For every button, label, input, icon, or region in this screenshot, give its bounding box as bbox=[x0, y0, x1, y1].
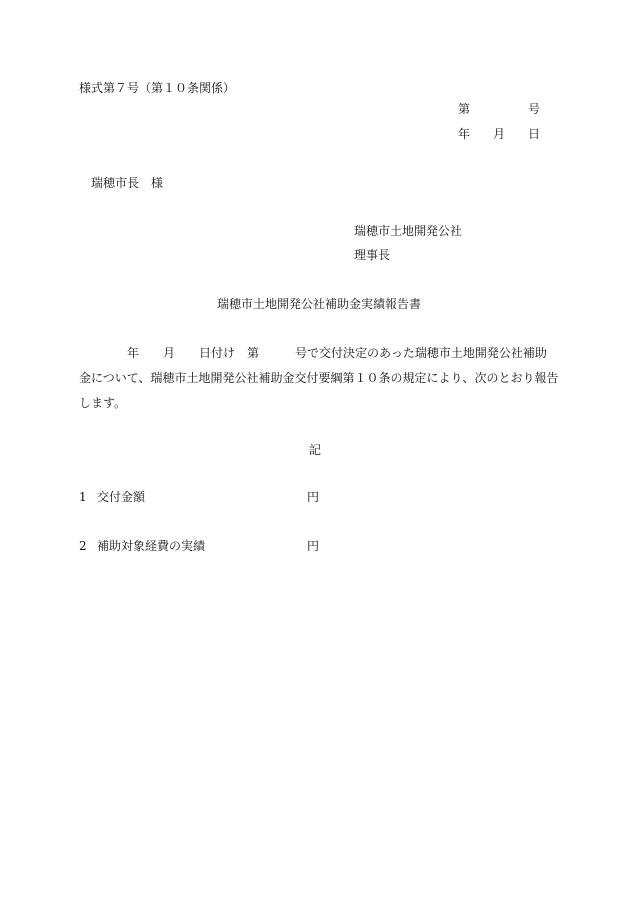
body-line-1: 年 月 日付け 第 号で交付決定のあった瑞穂市土地開発公社補助 bbox=[79, 346, 547, 360]
doc-date-day: 日 bbox=[528, 127, 541, 141]
sender-title: 理事長 bbox=[354, 248, 391, 262]
sender-organization: 瑞穂市土地開発公社 bbox=[354, 224, 463, 238]
doc-date-month: 月 bbox=[493, 127, 506, 141]
doc-number-prefix: 第 bbox=[458, 102, 471, 116]
item-2-label: 補助対象経費の実績 bbox=[97, 539, 206, 553]
item-1-number: 1 bbox=[79, 490, 87, 504]
item-2-number: 2 bbox=[79, 539, 87, 553]
doc-date-year: 年 bbox=[458, 127, 471, 141]
item-1-unit: 円 bbox=[307, 490, 320, 504]
body-line-3: します。 bbox=[79, 396, 127, 410]
addressee: 瑞穂市長 様 bbox=[91, 176, 164, 190]
form-label: 様式第７号（第１０条関係） bbox=[79, 81, 236, 95]
item-1-label: 交付金額 bbox=[97, 490, 146, 504]
doc-number-suffix: 号 bbox=[528, 102, 541, 116]
item-2-unit: 円 bbox=[307, 539, 320, 553]
body-line-2: 金について、瑞穂市土地開発公社補助金交付要綱第１０条の規定により、次のとおり報告 bbox=[79, 371, 559, 385]
ki-heading: 記 bbox=[309, 443, 322, 457]
document-title: 瑞穂市土地開発公社補助金実績報告書 bbox=[217, 297, 422, 311]
